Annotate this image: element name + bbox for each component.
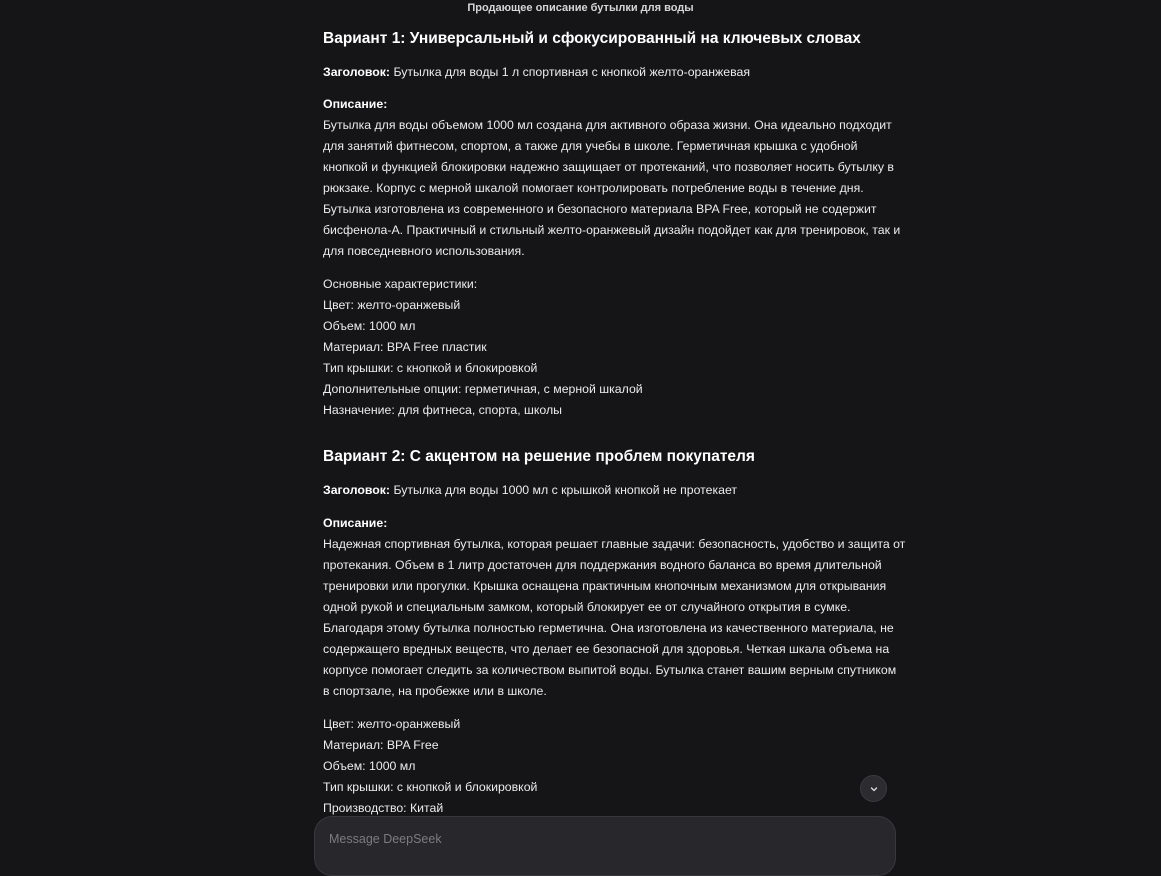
variant-2-heading: Вариант 2: С акцентом на решение проблем покупателя xyxy=(323,448,755,465)
spec-item: Объем: 1000 мл xyxy=(323,319,416,333)
title-label: Заголовок: xyxy=(323,483,391,497)
message-input[interactable] xyxy=(329,829,879,849)
spec-item: Объем: 1000 мл xyxy=(323,759,416,773)
description-line: в спортзале, на пробежке или в школе. xyxy=(323,684,547,698)
description-label: Описание: xyxy=(323,97,388,111)
variant-1-description xyxy=(323,94,901,262)
spec-item: Дополнительные опции: герметичная, с мерной шкалой xyxy=(323,382,643,396)
description-line: корпусе помогает следить за количеством выпитой воды. Бутылка станет вашим верным спутником xyxy=(323,663,897,677)
chevron-down-icon xyxy=(869,784,879,794)
title-label: Заголовок: xyxy=(323,65,391,79)
description-line: содержащего вредных веществ, что делает ее безопасной для здоровья. Четкая шкала объема на xyxy=(323,642,890,656)
spec-item: Тип крышки: с кнопкой и блокировкой xyxy=(323,361,538,375)
description-line: для повседневного использования. xyxy=(323,244,525,258)
variant-2-specs xyxy=(323,714,898,819)
description-line: Благодаря этому бутылка полностью герметична. Она изготовлена из качественного материала, не xyxy=(323,621,894,635)
spec-item: Материал: BPA Free xyxy=(323,738,439,752)
variant-1-specs xyxy=(323,274,898,421)
variant-1-heading: Вариант 1: Универсальный и сфокусированный на ключевых словах xyxy=(323,30,861,47)
description-line: протекания. Объем в 1 литр достаточен для поддержания водного баланса во время длительной xyxy=(323,558,882,572)
variant-1-title-paragraph xyxy=(323,62,898,83)
title-value: Бутылка для воды 1000 мл с крышкой кнопкой не протекает xyxy=(393,483,738,497)
chat-title: Продающее описание бутылки для воды xyxy=(0,0,1161,18)
description-line: кнопкой и функцией блокировки надежно защищает от протеканий, что позволяет носить бутылку в xyxy=(323,160,894,174)
description-line: одной рукой и специальным замком, который блокирует ее от случайного открытия в сумке. xyxy=(323,600,851,614)
description-line: рюкзаке. Корпус с мерной шкалой помогает контролировать потребление воды в течение дня. xyxy=(323,181,864,195)
message-composer xyxy=(314,816,896,876)
description-line: Бутылка для воды объемом 1000 мл создана для активного образа жизни. Она идеально подходит xyxy=(323,118,892,132)
description-line: для занятий фитнесом, спортом, а также для учебы в школе. Герметичная крышка с удобной xyxy=(323,139,858,153)
spec-item: Тип крышки: с кнопкой и блокировкой xyxy=(323,780,538,794)
spec-item: Цвет: желто-оранжевый xyxy=(323,298,461,312)
description-line: бисфенола-А. Практичный и стильный желто-оранжевый дизайн подойдет как для тренировок, так и xyxy=(323,223,901,237)
spec-item: Материал: BPA Free пластик xyxy=(323,340,487,354)
scroll-to-bottom-button[interactable] xyxy=(860,775,887,802)
spec-item: Назначение: для фитнеса, спорта, школы xyxy=(323,403,562,417)
description-line: Надежная спортивная бутылка, которая решает главные задачи: безопасность, удобство и защита от xyxy=(323,537,906,551)
spec-item: Производство: Китай xyxy=(323,801,444,815)
variant-2-title-paragraph xyxy=(323,480,898,501)
title-value: Бутылка для воды 1 л спортивная с кнопкой желто-оранжевая xyxy=(393,65,750,79)
description-label: Описание: xyxy=(323,516,388,530)
specs-heading: Основные характеристики: xyxy=(323,277,478,291)
description-line: тренировки или прогулки. Крышка оснащена практичным кнопочным механизмом для открывания xyxy=(323,579,887,593)
spec-item: Цвет: желто-оранжевый xyxy=(323,717,461,731)
variant-2-description xyxy=(323,513,906,702)
description-line: Бутылка изготовлена из современного и безопасного материала BPA Free, который не содержит xyxy=(323,202,877,216)
